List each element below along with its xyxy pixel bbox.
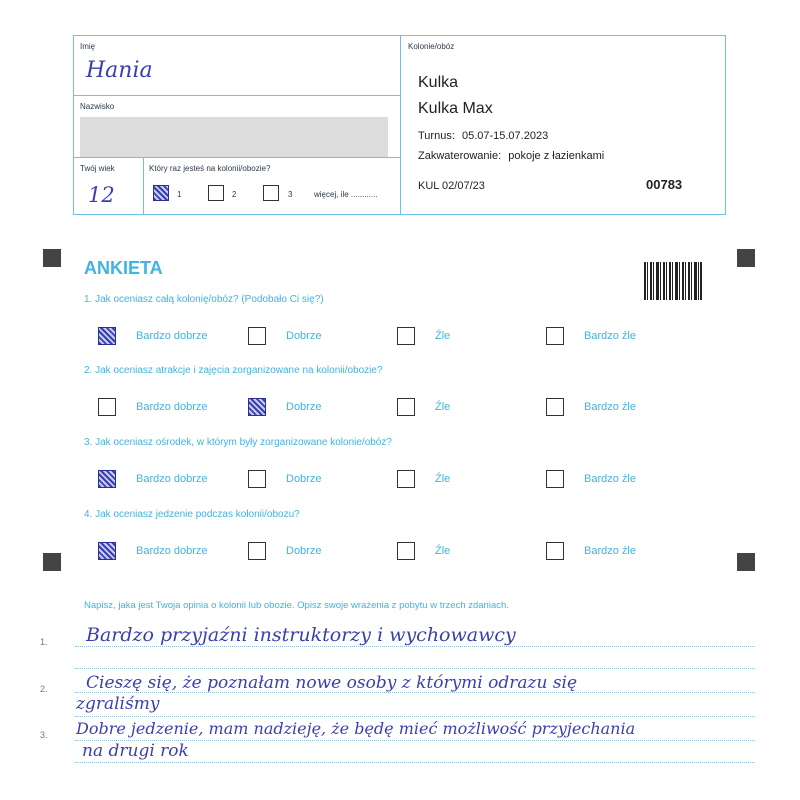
- imie-label: Imię: [80, 42, 96, 51]
- zakwaterowanie-label: Zakwaterowanie:: [418, 150, 502, 162]
- kolonie-label: Kolonie/obóz: [408, 42, 455, 51]
- question-1-text: 1. Jak oceniasz całą kolonię/obóz? (Podobało Ci się?): [84, 294, 324, 305]
- line-number-2: 2.: [40, 684, 48, 694]
- answer-3-line-1[interactable]: Dobre jedzenie, mam nadzieję, że będę mieć możliwość przyjechania: [76, 719, 636, 738]
- question-3-text: 3. Jak oceniasz ośrodek, w którym były zorganizowane kolonie/obóz?: [84, 437, 392, 448]
- q3-option-bardzo-dobrze-label: Bardzo dobrze: [136, 473, 208, 485]
- q3-option-bardzo-zle-label: Bardzo źle: [584, 473, 636, 485]
- imie-value[interactable]: Hania: [86, 58, 153, 83]
- q1-option-zle-label: Źle: [435, 330, 451, 342]
- barcode-icon: [644, 262, 702, 300]
- ktory-raz-option-3: 3: [288, 190, 293, 199]
- question-2-text: 2. Jak oceniasz atrakcje i zajęcia zorganizowane na kolonii/obozie?: [84, 365, 383, 376]
- ktory-raz-option-1: 1: [177, 190, 182, 199]
- q4-option-bardzo-dobrze-label: Bardzo dobrze: [136, 545, 208, 557]
- q3-option-zle-label: Źle: [435, 473, 451, 485]
- q2-option-zle-label: Źle: [435, 401, 451, 413]
- q3-option-zle-checkbox[interactable]: [397, 470, 415, 488]
- survey-title: ANKIETA: [84, 258, 163, 278]
- nazwisko-label: Nazwisko: [80, 102, 115, 111]
- zakwaterowanie-value: pokoje z łazienkami: [508, 150, 605, 162]
- nazwisko-redacted: [80, 117, 388, 157]
- wiek-value[interactable]: 12: [88, 183, 115, 207]
- ktory-raz-option-2: 2: [232, 190, 237, 199]
- wiek-label: Twój wiek: [80, 164, 115, 173]
- q2-option-bardzo-dobrze-checkbox[interactable]: [98, 398, 116, 416]
- q2-option-bardzo-zle-checkbox[interactable]: [546, 398, 564, 416]
- q3-option-bardzo-zle-checkbox[interactable]: [546, 470, 564, 488]
- answer-line-1b: [75, 668, 755, 669]
- opinion-prompt: Napisz, jaka jest Twoja opinia o kolonii lub obozie. Opisz swoje wrażenia z pobytu w trzech zdaniach.: [84, 600, 509, 611]
- form-number: 00783: [646, 177, 683, 192]
- q2-option-bardzo-dobrze-label: Bardzo dobrze: [136, 401, 208, 413]
- q1-option-bardzo-zle-label: Bardzo źle: [584, 330, 636, 342]
- registration-marker-bottom-right: [737, 553, 755, 571]
- header-divider-vertical: [400, 35, 401, 215]
- ktory-raz-checkbox-3[interactable]: [263, 185, 279, 201]
- q3-option-dobrze-label: Dobrze: [286, 473, 322, 485]
- registration-marker-bottom-left: [43, 553, 61, 571]
- kolonia-name-2: Kulka Max: [418, 100, 493, 117]
- line-number-1: 1.: [40, 637, 48, 647]
- q1-option-dobrze-checkbox[interactable]: [248, 327, 266, 345]
- registration-marker-top-left: [43, 249, 61, 267]
- ktory-raz-checkbox-1[interactable]: [153, 185, 169, 201]
- turnus-row: [418, 130, 548, 142]
- answer-3-line-2[interactable]: na drugi rok: [82, 741, 189, 761]
- answer-2-line-2[interactable]: zgraliśmy: [76, 694, 160, 714]
- q4-option-bardzo-zle-checkbox[interactable]: [546, 542, 564, 560]
- q4-option-bardzo-dobrze-checkbox[interactable]: [98, 542, 116, 560]
- question-4-text: 4. Jak oceniasz jedzenie podczas kolonii/obozu?: [84, 509, 300, 520]
- ktory-raz-option-more: więcej, ile ............: [314, 190, 378, 199]
- q1-option-bardzo-dobrze-label: Bardzo dobrze: [136, 330, 208, 342]
- q4-option-dobrze-checkbox[interactable]: [248, 542, 266, 560]
- q1-option-zle-checkbox[interactable]: [397, 327, 415, 345]
- q4-option-zle-checkbox[interactable]: [397, 542, 415, 560]
- header-divider-3: [143, 157, 144, 215]
- q2-option-zle-checkbox[interactable]: [397, 398, 415, 416]
- ktory-raz-checkbox-2[interactable]: [208, 185, 224, 201]
- form-code: KUL 02/07/23: [418, 180, 485, 192]
- answer-2-line-1[interactable]: Cieszę się, że poznałam nowe osoby z którymi odrazu się: [86, 673, 578, 693]
- turnus-value: 05.07-15.07.2023: [461, 130, 549, 142]
- q4-option-zle-label: Źle: [435, 545, 451, 557]
- header-divider-1: [73, 95, 401, 96]
- answer-line-3b: [75, 762, 755, 763]
- ktory-raz-label: Który raz jesteś na kolonii/obozie?: [149, 164, 271, 173]
- answer-line-1: [75, 646, 755, 647]
- q1-option-bardzo-dobrze-checkbox[interactable]: [98, 327, 116, 345]
- q3-option-dobrze-checkbox[interactable]: [248, 470, 266, 488]
- q4-option-dobrze-label: Dobrze: [286, 545, 322, 557]
- q2-option-dobrze-checkbox[interactable]: [248, 398, 266, 416]
- q2-option-bardzo-zle-label: Bardzo źle: [584, 401, 636, 413]
- header-divider-2: [73, 157, 401, 158]
- q1-option-bardzo-zle-checkbox[interactable]: [546, 327, 564, 345]
- answer-line-2b: [75, 716, 755, 717]
- registration-marker-top-right: [737, 249, 755, 267]
- q3-option-bardzo-dobrze-checkbox[interactable]: [98, 470, 116, 488]
- q4-option-bardzo-zle-label: Bardzo źle: [584, 545, 636, 557]
- answer-1[interactable]: Bardzo przyjaźni instruktorzy i wychowawcy: [86, 624, 516, 646]
- line-number-3: 3.: [40, 730, 48, 740]
- q2-option-dobrze-label: Dobrze: [286, 401, 322, 413]
- q1-option-dobrze-label: Dobrze: [286, 330, 322, 342]
- zakwaterowanie-row: [418, 150, 604, 162]
- kolonia-name: Kulka: [418, 74, 459, 91]
- turnus-label: Turnus:: [418, 130, 455, 142]
